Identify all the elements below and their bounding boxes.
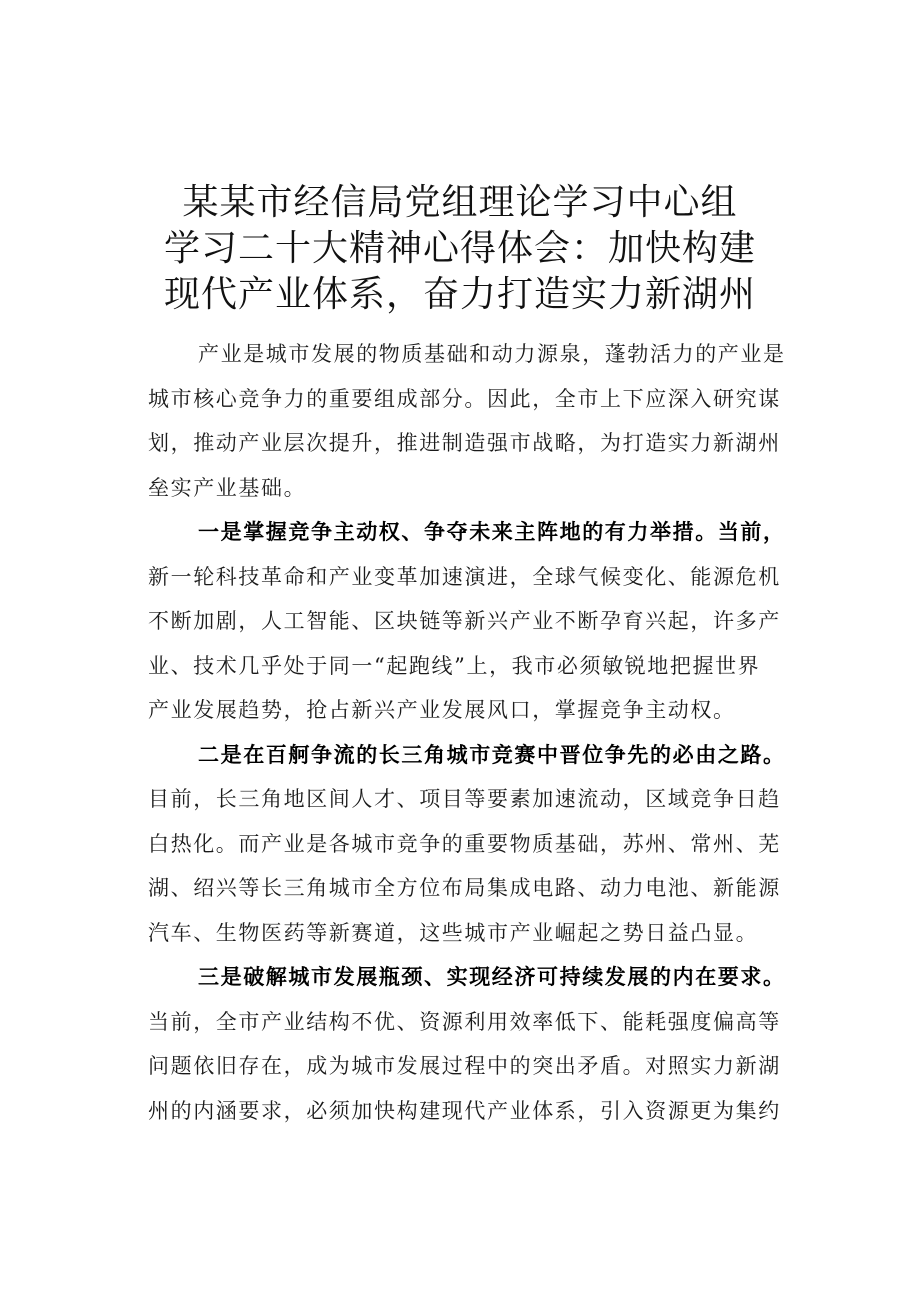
text-line bbox=[148, 955, 808, 1000]
text-line: 产业是城市发展的物质基础和动力源泉，蓬勃活力的产业是 bbox=[198, 342, 786, 366]
text-line: 划，推动产业层次提升，推进制造强市战略，为打造实力新湖州 bbox=[148, 431, 781, 455]
text-line: 业、技术几乎处于同一“起跑线”上，我市必须敏锐地把握世界 bbox=[148, 653, 761, 678]
text-line bbox=[148, 510, 808, 555]
text-line: 当前，全市产业结构不优、资源利用效率低下、能耗强度偏高等 bbox=[148, 1009, 781, 1034]
text-line: 湖、绍兴等长三角城市全方位布局集成电路、动力电池、新能源 bbox=[148, 876, 781, 900]
title-line: 现代产业体系，奋力打造实力新湖州 bbox=[163, 274, 756, 316]
text-line: 城市核心竞争力的重要组成部分。因此，全市上下应深入研究谋 bbox=[148, 386, 781, 411]
paragraph-lead: 三是破解城市发展瓶颈、实现经济可持续发展的内在要求。 bbox=[198, 964, 786, 989]
text-line: 汽车、生物医药等新赛道，这些城市产业崛起之势日益凸显。 bbox=[148, 920, 759, 945]
text-line: 垒实产业基础。 bbox=[148, 475, 307, 500]
document-title bbox=[120, 180, 800, 318]
text-line: 新一轮科技革命和产业变革加速演进，全球气候变化、能源危机 bbox=[148, 564, 781, 589]
paragraph-lead: 二是在百舸争流的长三角城市竞赛中晋位争先的必由之路。 bbox=[198, 741, 786, 767]
paragraph-lead: 一是掌握竞争主动权、争夺未来主阵地的有力举措。 bbox=[198, 519, 718, 544]
paragraph-lead-rest: 当前， bbox=[717, 519, 786, 544]
title-line: 某某市经信局党组理论学习中心组 bbox=[182, 182, 738, 224]
title-line: 学习二十大精神心得体会：加快构建 bbox=[163, 228, 756, 270]
point-three-paragraph bbox=[148, 955, 808, 1133]
text-line: 产业发展趋势，抢占新兴产业发展风口，掌握竞争主动权。 bbox=[148, 698, 736, 722]
text-line: 问题依旧存在，成为城市发展过程中的突出矛盾。对照实力新湖 bbox=[148, 1054, 781, 1078]
text-line: 目前，长三角地区间人才、项目等要素加速流动，区域竞争日趋 bbox=[148, 787, 781, 811]
intro-paragraph bbox=[148, 332, 808, 510]
document-body bbox=[148, 332, 808, 1133]
point-two-paragraph bbox=[148, 733, 808, 956]
point-one-paragraph bbox=[148, 510, 808, 733]
text-line: 不断加剧，人工智能、区块链等新兴产业不断孕育兴起，许多产 bbox=[148, 609, 781, 633]
text-line: 州的内涵要求，必须加快构建现代产业体系，引入资源更为集约 bbox=[148, 1098, 781, 1123]
text-line: 白热化。而产业是各城市竞争的重要物质基础，苏州、常州、芜 bbox=[148, 831, 781, 856]
text-line bbox=[148, 733, 808, 778]
